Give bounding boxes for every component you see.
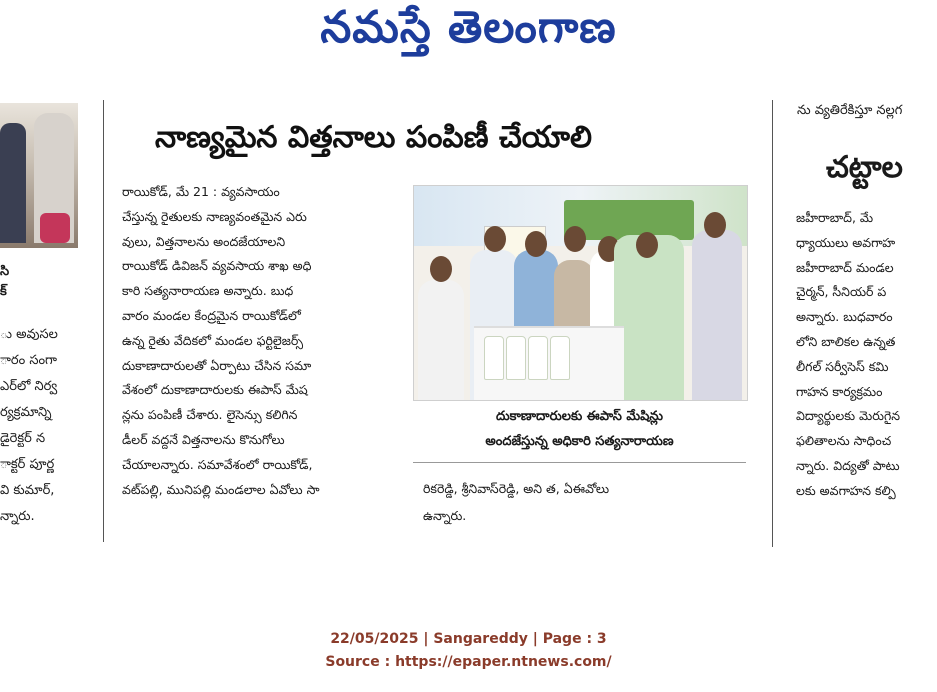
footer-date-line: 22/05/2025 | Sangareddy | Page : 3: [330, 631, 607, 647]
right-column-line: లీగల్ సర్వీసెస్ కమి: [796, 358, 889, 374]
masthead-title: నమస్తే తెలంగాణ: [320, 2, 617, 53]
article-body-line: వులు, విత్తనాలను అందజేయాలని: [122, 233, 286, 249]
right-article-headline: చట్టాల: [826, 150, 903, 185]
right-column-line: లకు అవగాహన కల్పి: [796, 482, 896, 498]
left-photo-caption: సి క్: [0, 264, 10, 299]
article-body-line: వేశంలో దుకాణాదారులకు ఈపాస్ మేష: [122, 382, 308, 398]
right-column-line: విద్యార్థులకు మెరుగైన: [796, 408, 901, 424]
article-body: [122, 180, 408, 502]
article-body-line: రాయికోడ్, మే 21 : వ్యవసాయం: [122, 184, 280, 199]
left-column-line: న్నారు.: [0, 509, 35, 524]
article-body-line: దుకాణాదారులతో ఏర్పాటు చేసిన సమా: [122, 357, 312, 373]
article-body-line: ఉన్న రైతు వేదికలో మండల ఫర్టిలైజర్స్: [122, 332, 304, 348]
footer-source-line[interactable]: Source : https://epaper.ntnews.com/: [325, 654, 612, 670]
article-body-line: రాయికోడ్ డివిజన్ వ్యవసాయ శాఖ అధి: [122, 258, 312, 274]
article-headline: నాణ్యమైన విత్తనాలు పంపిణీ చేయాలి: [155, 120, 592, 155]
article-body-line: వట్‌పల్లి, మునిపల్లి మండలాల ఏవోలు సా: [122, 481, 320, 497]
right-column-line: జహీరాబాద్, మే: [796, 210, 874, 225]
left-clipped-photo: [0, 103, 78, 248]
article-body-line: న్లను పంపిణీ చేశారు. లైసెన్సు కలిగిన: [122, 407, 298, 423]
right-column-line: చైర్మన్, సీనియర్ ప: [796, 284, 887, 300]
left-column-line: ర్యక్రమాన్ని: [0, 405, 52, 420]
photo-caption-rule: [413, 462, 746, 463]
photo-caption: దుకాణాదారులకు ఈపాస్ మేషిన్లు అందజేస్తున్న అధికారి సత్యనారాయణ: [485, 409, 674, 449]
article-body-line: చేయాలన్నారు. సమావేశంలో రాయికోడ్,: [122, 456, 313, 472]
right-column-line: జహీరాబాద్ మండల: [796, 259, 894, 275]
left-column-rule: [103, 100, 104, 542]
article-photo: [413, 185, 748, 401]
left-column-line: ు అవుసల: [0, 327, 58, 342]
article-body-line: చేస్తున్న రైతులకు నాణ్యవంతమైన ఎరు: [122, 208, 307, 224]
right-column-line: లోని బాలికల ఉన్నత: [796, 333, 896, 349]
right-column-rule: [772, 100, 773, 547]
article-body-line: డీలర్ వద్దనే విత్తనాలను కొనుగోలు: [122, 431, 285, 447]
article-body-line: వారం మండల కేంద్రమైన రాయికోడ్‌లో: [122, 307, 301, 323]
left-column-line: డైరెక్టర్ న: [0, 431, 46, 446]
left-column-line: వి కుమార్,: [0, 483, 55, 498]
right-column-line: గాహన కార్యక్రమం: [796, 383, 883, 399]
left-column-text: [0, 322, 58, 530]
right-column-text: [796, 206, 900, 504]
right-column-line: న్నారు. విద్యతో పాటు: [796, 457, 900, 473]
left-column-line: ాక్టర్ పూర్ణ: [0, 457, 55, 472]
left-column-line: ఎర్‌లో నిర్వ: [0, 379, 58, 394]
right-column-top-line: ను వ్యతిరేకిస్తూ నల్లగ: [797, 103, 903, 118]
right-column-line: అన్నారు. బుధవారం: [796, 309, 893, 325]
article-body-line: కారి సత్యనారాయణ అన్నారు. బుధ: [122, 283, 294, 299]
right-column-line: ధ్యాయులు అవగాహ: [796, 234, 896, 250]
article-continuation: రికరెడ్డి, శ్రీనివాస్‌రెడ్డి, అని త, ఏఈవోలు ఉన్నారు.: [423, 481, 610, 523]
right-column-line: ఫలితాలను సాధించ: [796, 433, 892, 449]
left-column-line: ారం సంగా: [0, 353, 58, 368]
